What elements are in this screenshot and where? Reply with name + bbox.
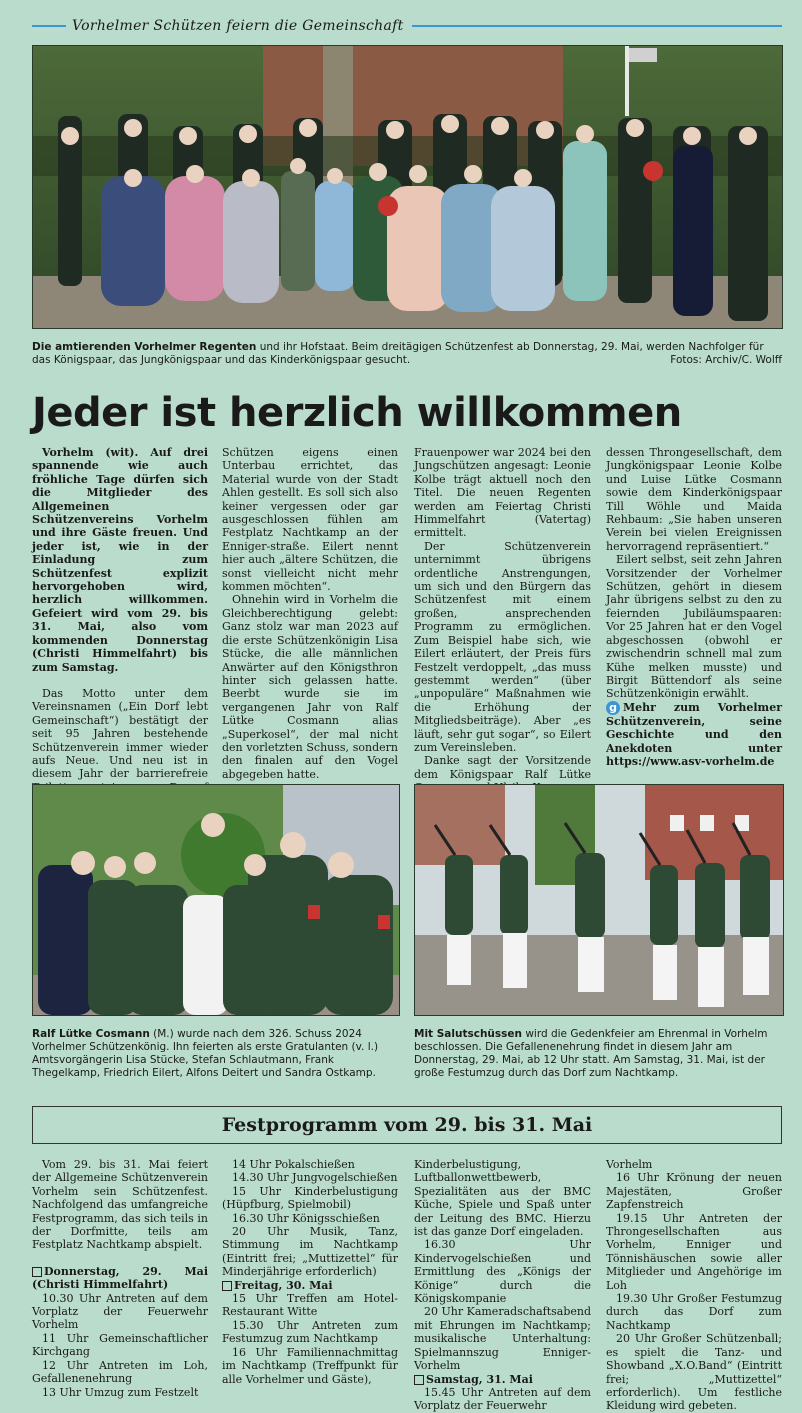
program-day-heading bbox=[414, 1373, 591, 1386]
photo-top-caption bbox=[32, 341, 782, 367]
web-icon: g bbox=[606, 701, 620, 715]
program-item: 11 Uhr Gemeinschaftlicher Kirchgang bbox=[32, 1331, 208, 1359]
article-paragraph: Eilert selbst, seit zehn Jahren Vorsitzender der Vorhelmer Schützen, gehört in diesem Jahr übrigens selbst zu den zu feiernden Jubiläumspaaren: Vor 25 Jahren hat er den Vogel abgeschossen (obwohl er zwischendrin schnell mal zum Kühe melken musste) und Birgit Büttendorf als seine Schützenkönigin erwählt. bbox=[606, 553, 782, 701]
kicker-rule-right bbox=[412, 25, 782, 27]
article-paragraph: dessen Throngesellschaft, dem Jungkönigspaar Leonie Kolbe und Luise Lütke Cosmann sowie dem Kinderkönigspaar Till Wöhle und Maida Rehbaum: „Sie haben unseren Verein bei vielen Ereignissen hervorragend repräsentiert.“ bbox=[606, 446, 782, 553]
photo-king-celebration bbox=[32, 784, 400, 1016]
article-column-2 bbox=[222, 446, 398, 781]
program-day-label: Donnerstag, 29. Mai (Christi Himmelfahrt) bbox=[32, 1264, 208, 1292]
kicker bbox=[32, 14, 782, 38]
program-item: 14 Uhr Pokalschießen bbox=[232, 1158, 355, 1171]
program-day-label: Samstag, 31. Mai bbox=[426, 1372, 533, 1386]
checkbox-icon bbox=[414, 1375, 424, 1385]
kicker-text: Vorhelmer Schützen feiern die Gemeinschaft bbox=[72, 18, 404, 34]
photo-salute-shots bbox=[414, 784, 784, 1016]
photo-group-regents bbox=[32, 45, 783, 329]
article-paragraph: Schützen eigens einen Unterbau errichtet, das Material wurde von der Stadt Ahlen gestellt. Es soll sich also keiner vergessen oder gar ausgeschlossen fühlen am Festplatz Nachtkamp an der Enniger-straße. Eilert nennt hier auch „ältere Schützen, die sonst vielleicht nicht mehr kommen möchten“. bbox=[222, 446, 398, 594]
program-item: 12 Uhr Antreten im Loh, Gefallenenehrung bbox=[32, 1358, 208, 1386]
program-item: 15 Uhr Treffen am Hotel-Restaurant Witte bbox=[222, 1292, 398, 1319]
program-spacer bbox=[32, 1252, 208, 1265]
checkbox-icon bbox=[32, 1267, 42, 1277]
program-item: Vom 29. bis 31. Mai feiert der Allgemeine Schützenverein Vorhelm sein Schützenfest. Nachfolgend das umfangreiche Festprogramm, das sich teils in der Dorfmitte, teils am Festplatz Nachtkamp abspielt. bbox=[32, 1158, 208, 1252]
checkbox-icon bbox=[222, 1281, 232, 1291]
program-day-heading bbox=[32, 1265, 208, 1292]
program-item: 16 Uhr Krönung der neuen Majestäten, Großer Zapfenstreich bbox=[606, 1171, 782, 1212]
article-paragraph: Das Motto unter dem Vereinsnamen („Ein Dorf lebt Gemeinschaft“) bestätigt der seit 95 Jahren bestehende Schützenverein immer wieder aufs Neue. Und neu ist in diesem Jahr der barrierefreie bbox=[32, 686, 208, 781]
program-item: 15.30 Uhr Antreten zum Festumzug zum Nachtkamp bbox=[222, 1318, 398, 1346]
web-link-text[interactable]: Mehr zum Vorhelmer Schützenverein, seine Geschichte und den Anekdoten unter https://www.asv-vorhelm.de bbox=[606, 700, 782, 768]
program-item: 19.30 Uhr Großer Festumzug durch das Dorf zum Nachtkamp bbox=[606, 1292, 782, 1332]
program-item: 16 Uhr Familiennachmittag im Nachtkamp (Treffpunkt für alle Vorhelmer und Gäste), bbox=[222, 1345, 398, 1386]
program-column-3 bbox=[414, 1158, 591, 1413]
article-column-3 bbox=[414, 446, 591, 795]
kicker-rule-left bbox=[32, 25, 66, 27]
photo-right-caption-text: wird die Gedenkfeier am Ehrenmal in Vorhelm beschlossen. Die Gefallenenehrung findet in diesem Jahr am Donnerstag, 29. Mai, ab 12 Uhr statt. Am Samstag, 31. Mai, ist der große Festumzug durch das Dorf zum Nachtkamp. bbox=[414, 1028, 768, 1079]
program-title: Festprogramm vom 29. bis 31. Mai bbox=[32, 1106, 782, 1144]
program-item: 20 Uhr Großer Schützenball; es spielt die Tanz- und Showband „X.O.Band“ (Eintritt frei; „Muttizettel“ erforderlich). Um festliche Kleidung wird gebeten. bbox=[606, 1332, 782, 1413]
program-item: 16.30 Uhr Kindervogelschießen und Ermittlung des „Königs der Könige“ durch die Königskompanie bbox=[414, 1238, 591, 1306]
article-lead: Vorhelm (wit). Auf drei spannende wie auch fröhliche Tage dürfen sich die Mitglieder des Allgemeinen Schützenvereins Vorhelm und ihre Gäste freuen. Und jeder ist, wie in der Einladung zum Schützenfest explizit hervorgehoben wird, herzlich willkommen. Gefeiert wird vom 29. bis 31. Mai, also vom kommenden Donnerstag (Christi Himmelfahrt) bis zum Samstag. bbox=[32, 446, 208, 674]
program-item: 16.30 Uhr Königsschießen bbox=[232, 1211, 380, 1225]
program-column-2 bbox=[222, 1158, 398, 1386]
photo-right-caption bbox=[414, 1028, 782, 1080]
program-day-heading bbox=[222, 1279, 398, 1292]
headline: Jeder ist herzlich willkommen bbox=[32, 390, 682, 436]
web-link-note[interactable] bbox=[606, 701, 782, 769]
program-column-1 bbox=[32, 1158, 208, 1399]
article-paragraph: Danke sagt der Vorsitzende dem Königspaar Ralf Lütke bbox=[414, 754, 591, 781]
article-paragraph: Der Schützenverein unternimmt übrigens ordentliche Anstrengungen, um sich und den Bürgern das Schützenfest mit einem großen, ansprechenden Programm zu ermöglichen. Zum Beispiel habe sich, wie Eilert erläutert, der Preis fürs Festzelt verdoppelt, „das muss gestemmt werden“ (über „unpopuläre“ Maßnahmen wie die Erhöhung der Mitgliedsbeiträge). Aber „es läuft, sehr gut sogar“, so Eilert zum Vereinsleben. bbox=[414, 539, 591, 754]
program-item: Kinderbelustigung, Luftballonwettbewerb, Spezialitäten aus der BMC Küche, Spiele und Spaß unter der Leitung des BMC. Hierzu ist das ganze Dorf eingeladen. bbox=[414, 1158, 591, 1239]
article-column-4 bbox=[606, 446, 782, 768]
article-paragraph: Ohnehin wird in Vorhelm die Gleichberechtigung gelebt: Ganz stolz war man 2023 auf die erste Schützenkönigin Lisa Stücke, die alle männlichen Anwärter auf den Königsthron hinter sich gelassen hatte. Beerbt wurde sie im vergangenen Jahr von Ralf Lütke Cosmann alias „Superkosel“, der mal nicht den vorletzten Schuss, sondern den finalen auf den Vogel abgegeben hatte. bbox=[222, 593, 398, 781]
program-column-4 bbox=[606, 1158, 782, 1413]
program-day-label: Freitag, 30. Mai bbox=[234, 1278, 333, 1292]
photo-credit: Fotos: Archiv/C. Wolff bbox=[670, 354, 782, 366]
program-item: 13 Uhr Umzug zum Festzelt bbox=[42, 1385, 199, 1399]
photo-left-caption-lead: Ralf Lütke Cosmann bbox=[32, 1028, 150, 1040]
photo-top-caption-lead: Die amtierenden Vorhelmer Regenten bbox=[32, 341, 257, 353]
program-item: 19.15 Uhr Antreten der Throngesellschaften aus Vorhelm, Enniger und Tönnishäuschen sowie aller Mitglieder und Angehörige im Loh bbox=[606, 1211, 782, 1292]
program-item: 10.30 Uhr Antreten auf dem Vorplatz der Feuerwehr Vorhelm bbox=[32, 1291, 208, 1332]
article-column-1 bbox=[32, 446, 208, 834]
photo-top-caption-text: und ihr Hofstaat. Beim dreitägigen Schützenfest ab Donnerstag, 29. Mai, werden Nachfolger für das Königspaar, das Jungkönigspaar und das Kinderkönigspaar gesucht. bbox=[32, 341, 764, 366]
program-item: 20 Uhr Kameradschaftsabend mit Ehrungen im Nachtkamp; musikalische Unterhaltung: Spielmannszug Enniger-Vorhelm bbox=[414, 1305, 591, 1373]
article-paragraph: Frauenpower war 2024 bei den Jungschützen angesagt: Leonie Kolbe trägt aktuell noch den Titel. Die neuen Regenten werden am Feiertag Christi Himmelfahrt (Vatertag) ermittelt. bbox=[414, 446, 591, 540]
program-item: 20 Uhr Musik, Tanz, Stimmung im Nachtkamp (Eintritt frei; „Muttizettel“ für Minderjährige erforderlich) bbox=[222, 1225, 398, 1279]
photo-right-caption-lead: Mit Salutschüssen bbox=[414, 1028, 522, 1040]
program-item: 15 Uhr Kinderbelustigung (Hüpfburg, Spielmobil) bbox=[222, 1184, 398, 1212]
photo-left-caption-text: (M.) wurde nach dem 326. Schuss 2024 Vorhelmer Schützenkönig. Ihn feierten als erste Gratulanten (v. l.) Amtsvorgängerin Lisa Stücke, Stefan Schlautmann, Frank Thegelkamp, Friedrich Eilert, Alfons Deitert und Sandra Ostkamp. bbox=[32, 1028, 379, 1079]
program-item: 15.45 Uhr Antreten auf dem Vorplatz der Feuerwehr bbox=[414, 1385, 591, 1413]
program-item: 14.30 Uhr Jungvogelschießen bbox=[232, 1171, 398, 1185]
photo-left-caption bbox=[32, 1028, 398, 1080]
program-item: Vorhelm bbox=[606, 1158, 653, 1171]
